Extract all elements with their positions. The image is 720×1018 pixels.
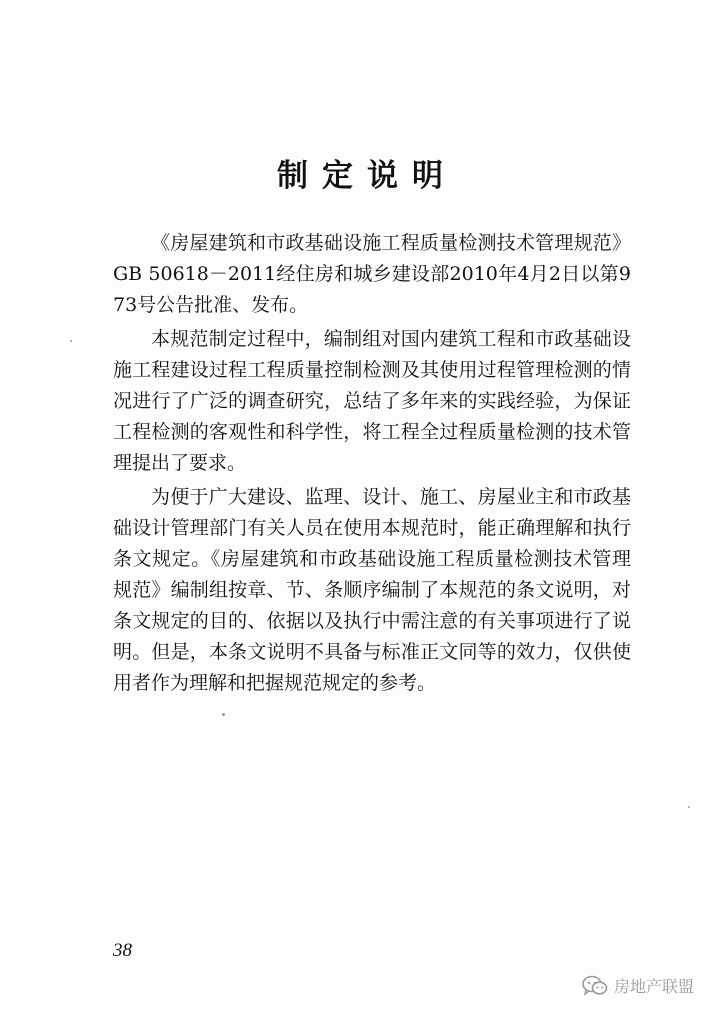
document-body	[113, 228, 631, 702]
page-title: 制定说明	[277, 158, 457, 194]
wechat-icon	[582, 975, 608, 997]
scan-speck	[222, 713, 225, 716]
watermark	[582, 974, 694, 997]
scan-speck	[688, 806, 690, 808]
page-number: 38	[113, 940, 132, 961]
scan-speck	[70, 340, 72, 342]
paragraph-1: 《房屋建筑和市政基础设施工程质量检测技术管理规范》GB 50618－2011经住房和城乡建设部2010年4月2日以第973号公告批准、发布。	[113, 232, 631, 316]
paragraph-3: 为便于广大建设、监理、设计、施工、房屋业主和市政基础设计管理部门有关人员在使用本规范时，能正确理解和执行条文规定。《房屋建筑和市政基础设施工程质量检测技术管理规范》编制组按章、节、条顺序编制了本规范的条文说明，对条文规定的目的、依据以及执行中需注意的有关事项进行了说明。但是，本条文说明不具备与标准正文同等的效力，仅供使用者作为理解和把握规范规定的参考。	[113, 486, 631, 694]
paragraph-2: 本规范制定过程中，编制组对国内建筑工程和市政基础设施工程建设过程工程质量控制检测及其使用过程管理检测的情况进行了广泛的调查研究，总结了多年来的实践经验，为保证工程检测的客观性和科学性，将工程全过程质量检测的技术管理提出了要求。	[113, 328, 631, 474]
watermark-text: 房地产联盟	[613, 977, 694, 996]
